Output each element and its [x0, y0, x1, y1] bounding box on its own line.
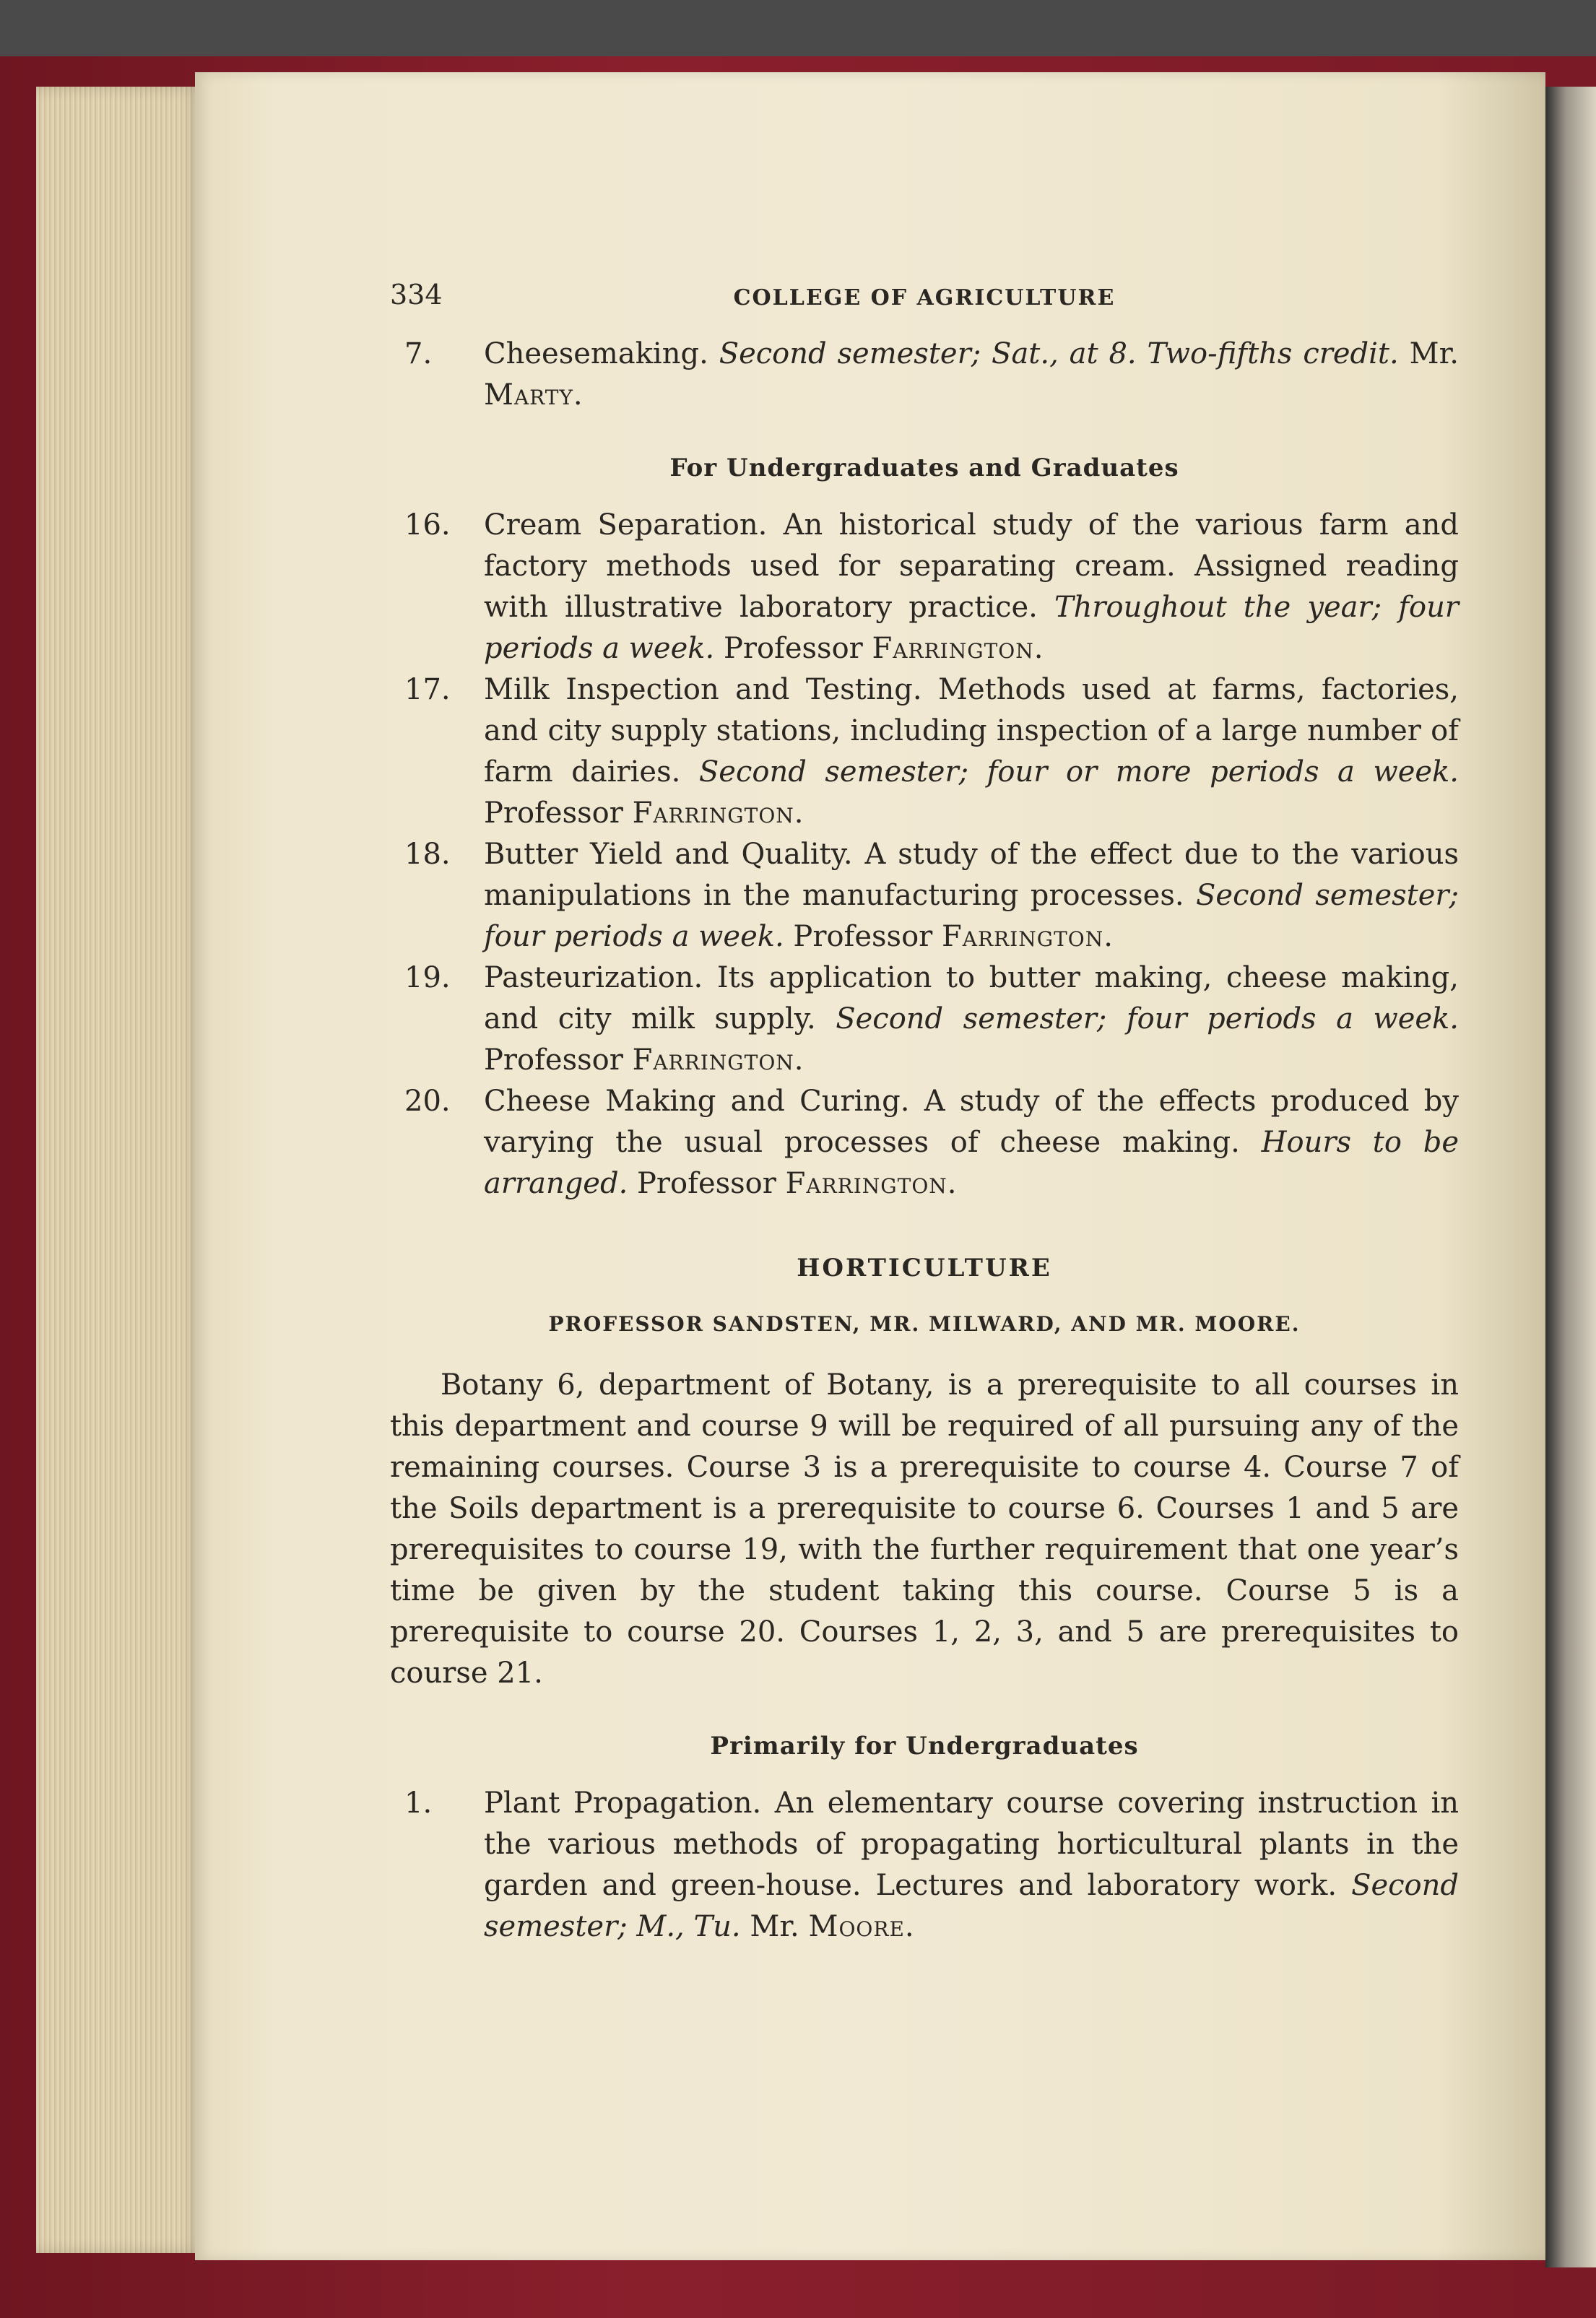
section-title: HORTICULTURE [797, 1254, 1052, 1282]
next-page-edge [1545, 87, 1596, 2267]
course-title: Plant Propagation. [484, 1787, 762, 1820]
instructor-name: Farrington. [632, 796, 804, 830]
instructor-name: Farrington. [872, 632, 1044, 665]
entries-mid [390, 505, 1459, 1204]
page-edges [36, 87, 202, 2253]
instructor-name: Moore. [808, 1910, 915, 1943]
course-text [484, 337, 1459, 412]
instructor-prefix: Professor [723, 632, 863, 665]
course-entry [390, 334, 1459, 416]
instructor-prefix: Professor [484, 1043, 623, 1077]
course-term: Second semester; M., Tu. [484, 1869, 1460, 1943]
instructor-name: Farrington. [942, 920, 1114, 953]
instructor-prefix: Professor [484, 796, 623, 830]
course-description: A study of the effect due to the various manipulations in the manufacturing processes. [484, 838, 1459, 912]
course-number: 20. [404, 1085, 451, 1118]
course-title: Cheesemaking. [484, 337, 708, 370]
course-title: Cream Separation. [484, 508, 768, 542]
course-entry [390, 834, 1459, 958]
course-term: Throughout the year; four periods a week. [484, 591, 1460, 665]
course-text [484, 961, 1459, 1077]
course-description: Its application to butter making, cheese making, and city milk supply. [484, 961, 1460, 1036]
instructor-prefix: Professor [793, 920, 933, 953]
course-text [484, 838, 1459, 953]
section-staff: PROFESSOR SANDSTEN, MR. MILWARD, AND MR. MOORE. [548, 1312, 1301, 1336]
course-entry [390, 1783, 1459, 1948]
course-number: 16. [404, 508, 451, 542]
course-entry [390, 1081, 1459, 1204]
entries-top [390, 334, 1459, 416]
running-title: COLLEGE OF AGRICULTURE [733, 285, 1116, 311]
instructor-prefix: Mr. [750, 1910, 799, 1943]
running-head [390, 274, 1459, 318]
course-description: An historical study of the various farm and factory methods used for separating cream. Assigned reading with illustrative laboratory practice. [484, 508, 1460, 624]
course-number: 19. [404, 961, 451, 994]
course-entry [390, 669, 1459, 834]
course-text [484, 508, 1459, 665]
subhead-undergrad-grad: For Undergraduates and Graduates [669, 453, 1179, 482]
course-entry [390, 505, 1459, 669]
course-term: Hours to be arranged. [484, 1126, 1459, 1200]
course-term: Second semester; Sat., at 8. Two-fifths credit. [719, 337, 1399, 370]
instructor-name: Marty. [484, 378, 584, 412]
instructor-name: Farrington. [632, 1043, 804, 1077]
entries-bottom [390, 1783, 1459, 1948]
page-content [390, 274, 1459, 1948]
course-title: Pasteurization. [484, 961, 703, 994]
course-title: Milk Inspection and Testing. [484, 673, 922, 706]
course-description: An elementary course covering instruction in the various methods of propagating horticultural plants in the garden and green-house. Lectures and laboratory work. [484, 1787, 1459, 1902]
course-number: 18. [404, 838, 451, 871]
subhead-undergrad: Primarily for Undergraduates [710, 1732, 1139, 1761]
background-top [0, 0, 1596, 58]
course-term: Second semester; four periods a week. [484, 879, 1460, 953]
course-number: 1. [404, 1787, 433, 1820]
page-number: 334 [390, 279, 443, 311]
course-entry [390, 958, 1459, 1081]
course-text [484, 1787, 1459, 1943]
course-number: 17. [404, 673, 451, 706]
course-text [484, 673, 1459, 830]
course-description: A study of the effects produced by varying the usual processes of cheese making. [484, 1085, 1459, 1159]
course-title: Butter Yield and Quality. [484, 838, 853, 871]
instructor-name: Farrington. [785, 1167, 958, 1200]
course-term: Second semester; four or more periods a week. [698, 755, 1459, 789]
instructor-prefix: Mr. [1409, 337, 1460, 370]
course-description: Methods used at farms, factories, and city supply stations, including inspection of a large number of farm dairies. [484, 673, 1460, 789]
course-text [484, 1085, 1459, 1200]
section-paragraph: Botany 6, department of Botany, is a prerequisite to all courses in this department and course 9 will be required of all pursuing any of the remaining courses. Course 3 is a prerequisite to course 4. Course 7 of the Soils department is a prerequisite to course 6. Courses 1 and 5 are prerequisites to course 19, with the further requirement that one year’s time be given by the student taking this course. Course 5 is a prerequisite to course 20. Courses 1, 2, 3, and 5 are prerequisites to course 21. [390, 1368, 1459, 1690]
course-title: Cheese Making and Curing. [484, 1085, 910, 1118]
course-term: Second semester; four periods a week. [836, 1002, 1460, 1036]
course-number: 7. [404, 337, 433, 370]
instructor-prefix: Professor [637, 1167, 776, 1200]
